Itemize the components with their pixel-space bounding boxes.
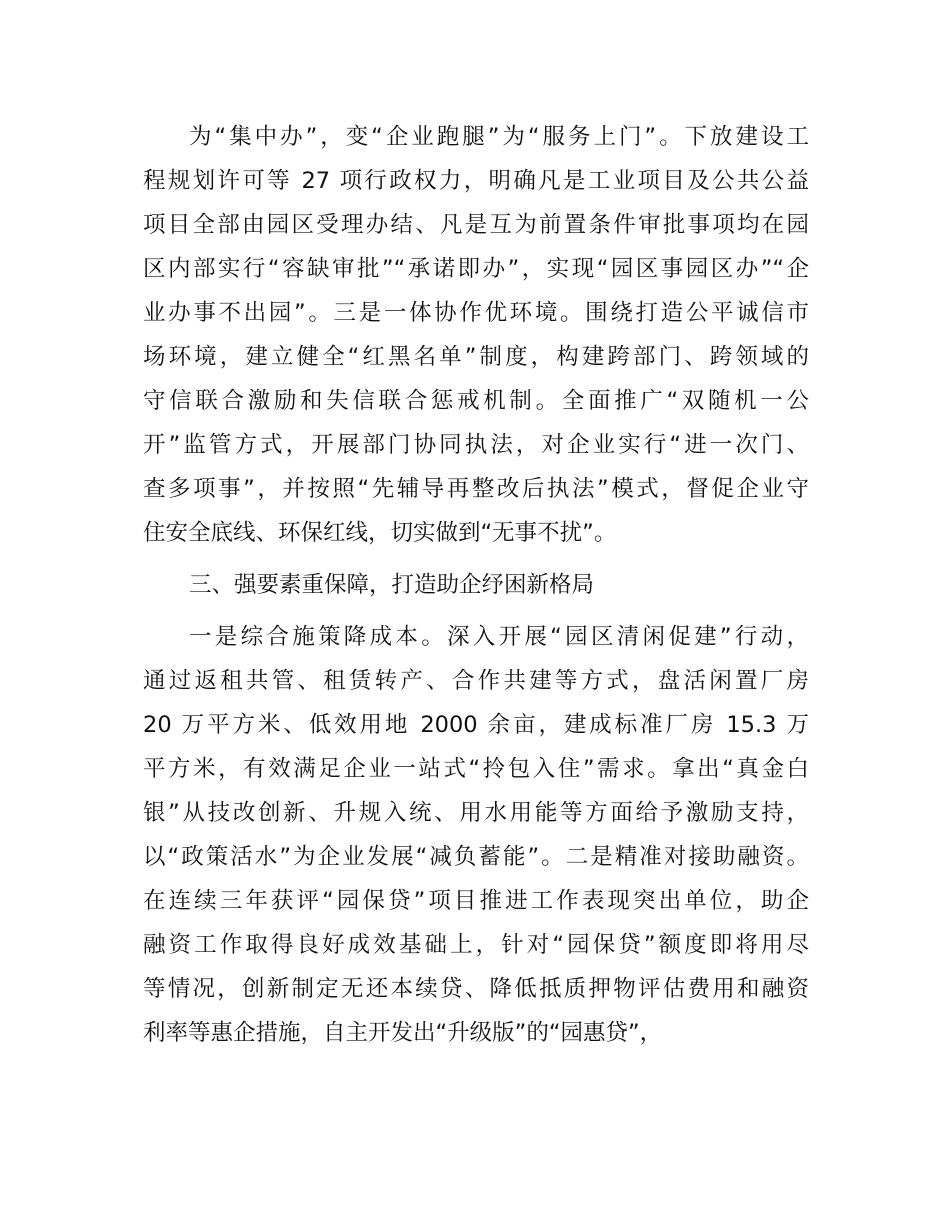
text-line: 在连续三年获评“园保贷”项目推进工作表现突出单位，助企 (143, 888, 809, 914)
text-line: 利率等惠企措施，自主开发出“升级版”的“园惠贷”， (143, 1020, 663, 1046)
text-line: 住安全底线、环保红线，切实做到“无事不扰”。 (143, 520, 617, 546)
text-line: 开”监管方式，开展部门协同执法，对企业实行“进一次门、 (143, 432, 809, 458)
document-body (143, 115, 809, 1063)
text-line: 等情况，创新制定无还本续贷、降低抵质押物评估费用和融资 (143, 976, 809, 1002)
text-line: 通过返租共管、租赁转产、合作共建等方式，盘活闲置厂房 (143, 668, 809, 694)
text-line: 业办事不出园”。三是一体协作优环境。围绕打造公平诚信市 (143, 300, 809, 326)
section-heading (143, 563, 809, 607)
text-line: 场环境，建立健全“红黑名单”制度，构建跨部门、跨领域的 (143, 344, 809, 370)
text-line: 守信联合激励和失信联合惩戒机制。全面推广“双随机一公 (143, 388, 809, 414)
text-line: 以“政策活水”为企业发展“减负蓄能”。二是精准对接助融资。 (143, 844, 809, 870)
text-line: 一是综合施策降成本。深入开展“园区清闲促建”行动， (189, 624, 809, 650)
text-line: 20 万平方米、低效用地 2000 余亩，建成标准厂房 15.3 万 (143, 712, 809, 738)
text-line: 程规划许可等 27 项行政权力，明确凡是工业项目及公共公益 (143, 168, 809, 194)
text-line: 区内部实行“容缺审批”“承诺即办”，实现“园区事园区办”“企 (143, 256, 809, 282)
paragraph-cost-reduction (143, 615, 809, 1055)
text-line: 为“集中办”，变“企业跑腿”为“服务上门”。下放建设工 (189, 124, 809, 150)
paragraph-business-environment (143, 115, 809, 555)
text-line: 平方米，有效满足企业一站式“拎包入住”需求。拿出“真金白 (143, 756, 809, 782)
text-line: 查多项事”，并按照“先辅导再整改后执法”模式，督促企业守 (143, 476, 809, 502)
text-line: 项目全部由园区受理办结、凡是互为前置条件审批事项均在园 (143, 212, 809, 238)
text-line: 融资工作取得良好成效基础上，针对“园保贷”额度即将用尽 (143, 932, 809, 958)
text-line: 银”从技改创新、升规入统、用水用能等方面给予激励支持， (143, 800, 809, 826)
section-heading-text: 三、强要素重保障，打造助企纾困新格局 (189, 572, 595, 598)
